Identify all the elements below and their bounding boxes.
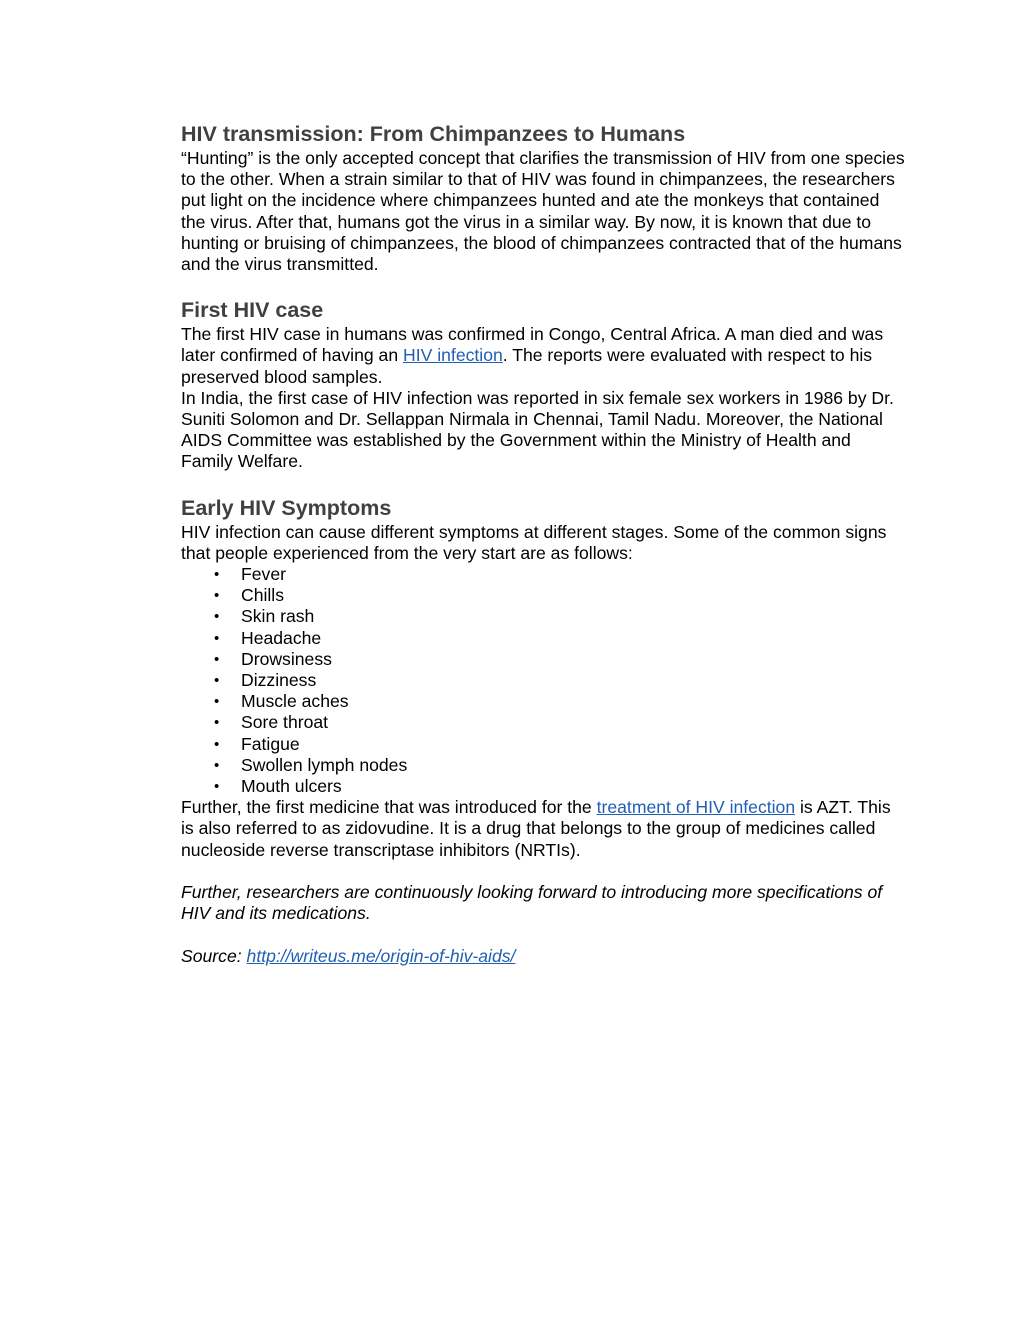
list-item-label: Headache: [241, 627, 322, 648]
list-item: [181, 606, 906, 627]
list-item-label: Dizziness: [241, 670, 317, 691]
bullet-icon: •: [214, 566, 220, 584]
text-run: The first HIV case in humans was confirmed in Congo, Central Africa. A man died and was later confirmed of having an: [181, 324, 884, 366]
list-item: [181, 734, 906, 755]
list-item-label: Mouth ulcers: [241, 776, 342, 797]
heading-transmission: HIV transmission: From Chimpanzees to Humans: [181, 122, 686, 146]
treatment-link[interactable]: treatment of HIV infection: [596, 797, 796, 818]
list-item: [181, 564, 906, 585]
bullet-icon: •: [214, 608, 220, 626]
paragraph-azt: [181, 797, 906, 861]
list-item-label: Muscle aches: [241, 691, 349, 712]
list-item-label: Chills: [241, 585, 285, 606]
paragraph-first-case-congo: [181, 324, 906, 388]
text-run: is AZT. This is also referred to as zidovudine. It is a drug that belongs to the group of medicines called nucleoside reverse transcriptase inhibitors (NRTIs).: [181, 797, 891, 860]
bullet-icon: •: [214, 672, 220, 690]
bullet-icon: •: [214, 735, 220, 753]
spacer: [181, 473, 906, 494]
list-item-label: Swollen lymph nodes: [241, 754, 408, 775]
bullet-icon: •: [214, 650, 220, 668]
list-item: [181, 712, 906, 733]
list-item-label: Drowsiness: [241, 648, 332, 669]
source-link[interactable]: http://writeus.me/origin-of-hiv-aids/: [246, 945, 516, 966]
list-item: [181, 628, 906, 649]
spacer: [181, 275, 906, 296]
paragraph-transmission: “Hunting” is the only accepted concept that clarifies the transmission of HIV from one species to the other. When a strain similar to that of HIV was found in chimpanzees, the researchers put light on the incidence where chimpanzees hunted and ate the monkeys that contained the virus. After that, humans got the virus in a similar way. By now, it is known that due to hunting or bruising of chimpanzees, the blood of chimpanzees contracted that of the humans and the virus transmitted.: [181, 148, 905, 275]
list-item: [181, 670, 906, 691]
paragraph-closing: Further, researchers are continuously looking forward to introducing more specifications of HIV and its medications.: [181, 882, 883, 924]
text-run: Further, the first medicine that was introduced for the: [181, 797, 597, 818]
heading-early-symptoms: Early HIV Symptoms: [181, 495, 392, 520]
list-item-label: Fatigue: [241, 733, 300, 754]
list-item: [181, 649, 906, 670]
list-item: [181, 776, 906, 797]
heading-first-case: First HIV case: [181, 298, 324, 323]
bullet-icon: •: [214, 587, 220, 605]
bullet-icon: •: [214, 629, 220, 647]
bullet-icon: •: [214, 693, 220, 711]
list-item: [181, 755, 906, 776]
paragraph-first-case-india: In India, the first case of HIV infection was reported in six female sex workers in 1986 by Dr. Suniti Solomon and Dr. Sellappan Nirmala in Chennai, Tamil Nadu. Moreover, the National AIDS Committee was established by the Government within the Ministry of Health and Family Welfare.: [181, 387, 894, 472]
source-label: Source:: [181, 945, 247, 966]
spacer: [181, 861, 906, 882]
bullet-icon: •: [214, 756, 220, 774]
list-item-label: Sore throat: [241, 712, 329, 733]
paragraph-symptoms-intro: HIV infection can cause different symptoms at different stages. Some of the common signs that people experienced from the very start are as follows:: [181, 521, 887, 563]
symptoms-list: [181, 564, 906, 797]
bullet-icon: •: [214, 778, 220, 796]
list-item-label: Skin rash: [241, 606, 315, 627]
spacer: [181, 924, 906, 945]
list-item-label: Fever: [241, 564, 286, 585]
source-line: [181, 946, 906, 967]
list-item: [181, 585, 906, 606]
list-item: [181, 691, 906, 712]
bullet-icon: •: [214, 714, 220, 732]
hiv-infection-link[interactable]: HIV infection: [403, 345, 503, 366]
document-page: [181, 120, 906, 967]
text-run: . The reports were evaluated with respect to his preserved blood samples.: [181, 345, 873, 387]
